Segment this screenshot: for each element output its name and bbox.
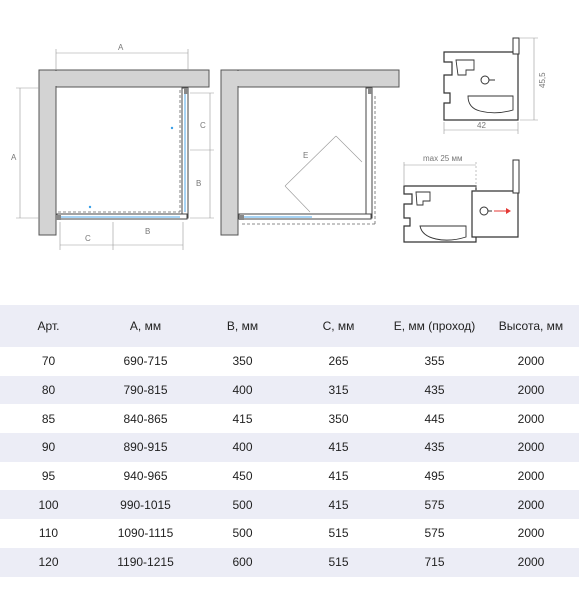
cell-height: 2000 bbox=[483, 433, 579, 462]
cell-e: 715 bbox=[386, 548, 483, 577]
dim-profile-height: 45,5 bbox=[538, 72, 547, 88]
profile-section-open bbox=[404, 154, 519, 242]
cell-e: 495 bbox=[424, 469, 445, 484]
plan-view-closed bbox=[11, 43, 214, 250]
table-row bbox=[0, 548, 579, 577]
cell-b: 350 bbox=[232, 354, 253, 369]
header-height-mm: Высота, мм bbox=[483, 305, 579, 347]
cell-e: 575 bbox=[386, 490, 483, 519]
dim-a-top: A bbox=[118, 43, 124, 52]
cell-e: 445 bbox=[424, 411, 445, 426]
dim-max-offset: max 25 мм bbox=[423, 154, 463, 163]
cell-height: 2000 bbox=[517, 354, 545, 369]
table-row bbox=[0, 433, 579, 462]
cell-article: 85 bbox=[41, 411, 56, 426]
cell-a: 1190-1215 bbox=[97, 548, 194, 577]
profile-section-closed bbox=[444, 38, 547, 134]
cell-a: 790-815 bbox=[97, 376, 194, 405]
cell-c: 415 bbox=[291, 490, 386, 519]
cell-e: 435 bbox=[386, 433, 483, 462]
dim-c-bottom: C bbox=[85, 234, 91, 243]
cell-b: 400 bbox=[194, 376, 291, 405]
cell-a: 890-915 bbox=[97, 433, 194, 462]
cell-article: 120 bbox=[0, 548, 97, 577]
cell-e: 435 bbox=[386, 376, 483, 405]
dim-profile-width: 42 bbox=[477, 121, 486, 130]
header-e-mm: Е, мм (проход) bbox=[386, 305, 483, 347]
cell-height: 2000 bbox=[517, 526, 545, 541]
cell-a: 990-1015 bbox=[97, 490, 194, 519]
cell-b: 400 bbox=[194, 433, 291, 462]
table-row bbox=[0, 404, 579, 433]
dim-a-side: A bbox=[11, 153, 17, 162]
cell-height: 2000 bbox=[517, 411, 545, 426]
cell-b: 415 bbox=[232, 411, 253, 426]
cell-c: 415 bbox=[291, 433, 386, 462]
cell-a: 940-965 bbox=[123, 469, 168, 484]
cell-e: 355 bbox=[424, 354, 445, 369]
cell-b: 500 bbox=[194, 490, 291, 519]
plan-view-open bbox=[221, 70, 399, 235]
header-c-mm: С, мм bbox=[291, 305, 386, 347]
table-row bbox=[0, 462, 579, 491]
cell-article: 80 bbox=[0, 376, 97, 405]
cell-a: 690-715 bbox=[123, 354, 168, 369]
cell-article: 95 bbox=[41, 469, 56, 484]
cell-height: 2000 bbox=[517, 469, 545, 484]
cell-height: 2000 bbox=[483, 490, 579, 519]
cell-article: 100 bbox=[0, 490, 97, 519]
cell-b: 450 bbox=[232, 469, 253, 484]
cell-article: 70 bbox=[41, 354, 56, 369]
cell-c: 265 bbox=[328, 354, 349, 369]
cell-article: 90 bbox=[0, 433, 97, 462]
cell-c: 415 bbox=[328, 469, 349, 484]
cell-a: 1090-1115 bbox=[117, 526, 174, 541]
dim-b-side: B bbox=[196, 179, 202, 188]
cell-c: 515 bbox=[328, 526, 349, 541]
cell-b: 500 bbox=[232, 526, 253, 541]
table-row bbox=[0, 376, 579, 405]
table-row bbox=[0, 490, 579, 519]
dim-b-bottom: B bbox=[145, 227, 151, 236]
table-row bbox=[0, 519, 579, 548]
cell-height: 2000 bbox=[483, 376, 579, 405]
cell-article: 110 bbox=[38, 526, 59, 541]
cell-c: 515 bbox=[291, 548, 386, 577]
cell-c: 350 bbox=[328, 411, 349, 426]
dim-c-side: C bbox=[200, 121, 206, 130]
header-a-mm: А, мм bbox=[97, 305, 194, 347]
cell-b: 600 bbox=[194, 548, 291, 577]
cell-e: 575 bbox=[424, 526, 445, 541]
cell-a: 840-865 bbox=[123, 411, 168, 426]
cell-height: 2000 bbox=[483, 548, 579, 577]
table-row bbox=[0, 347, 579, 376]
header-article: Арт. bbox=[0, 305, 97, 347]
specification-table bbox=[0, 305, 579, 577]
header-b-mm: В, мм bbox=[194, 305, 291, 347]
cell-c: 315 bbox=[291, 376, 386, 405]
dim-e-diagonal: E bbox=[303, 151, 309, 160]
table-header-row bbox=[0, 305, 579, 347]
